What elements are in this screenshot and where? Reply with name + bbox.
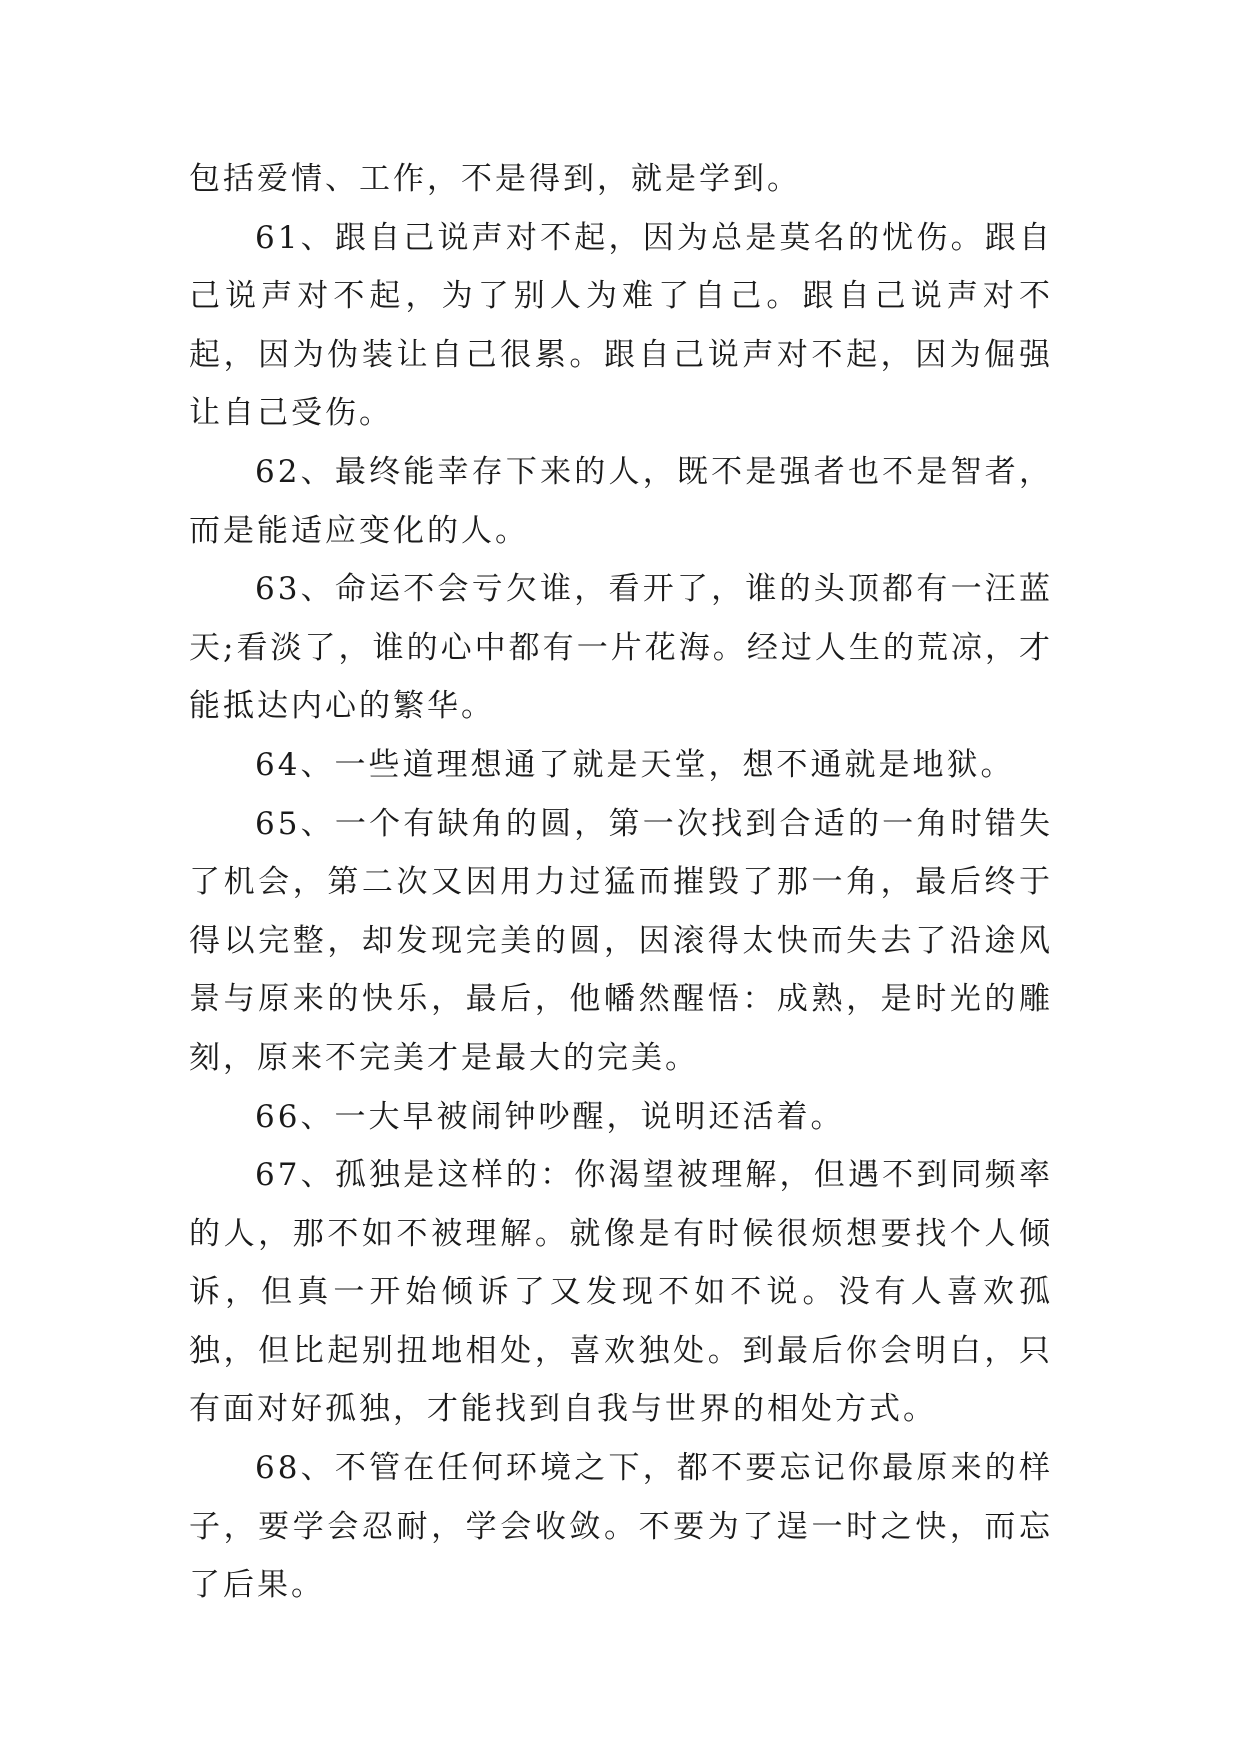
document-body [189, 150, 1053, 1615]
paragraph-continuation: 包括爱情、工作，不是得到，就是学到。 [189, 161, 801, 197]
paragraph-68: 68、不管在任何环境之下，都不要忘记你最原来的样子，要学会忍耐，学会收敛。不要为了逞一时之快，而忘了后果。 [189, 1450, 1053, 1604]
paragraph-63: 63、命运不会亏欠谁，看开了，谁的头顶都有一汪蓝天;看淡了，谁的心中都有一片花海。经过人生的荒凉，才能抵达内心的繁华。 [189, 571, 1053, 725]
paragraph-67: 67、孤独是这样的：你渴望被理解，但遇不到同频率的人，那不如不被理解。就像是有时候很烦想要找个人倾诉，但真一开始倾诉了又发现不如不说。没有人喜欢孤独，但比起别扭地相处，喜欢独处。到最后你会明白，只有面对好孤独，才能找到自我与世界的相处方式。 [189, 1157, 1053, 1428]
paragraph-62: 62、最终能幸存下来的人，既不是强者也不是智者，而是能适应变化的人。 [189, 453, 1053, 549]
paragraph-66: 66、一大早被闹钟吵醒，说明还活着。 [255, 1098, 845, 1135]
paragraph-64: 64、一些道理想通了就是天堂，想不通就是地狱。 [255, 746, 1015, 783]
paragraph-61: 61、跟自己说声对不起，因为总是莫名的忧伤。跟自己说声对不起，为了别人为难了自己。跟自己说声对不起，因为伪装让自己很累。跟自己说声对不起，因为倔强让自己受伤。 [189, 219, 1053, 432]
paragraph-65: 65、一个有缺角的圆，第一次找到合适的一角时错失了机会，第二次又因用力过猛而摧毁了那一角，最后终于得以完整，却发现完美的圆，因滚得太快而失去了沿途风景与原来的快乐，最后，他幡然醒悟：成熟，是时光的雕刻，原来不完美才是最大的完美。 [189, 805, 1053, 1076]
